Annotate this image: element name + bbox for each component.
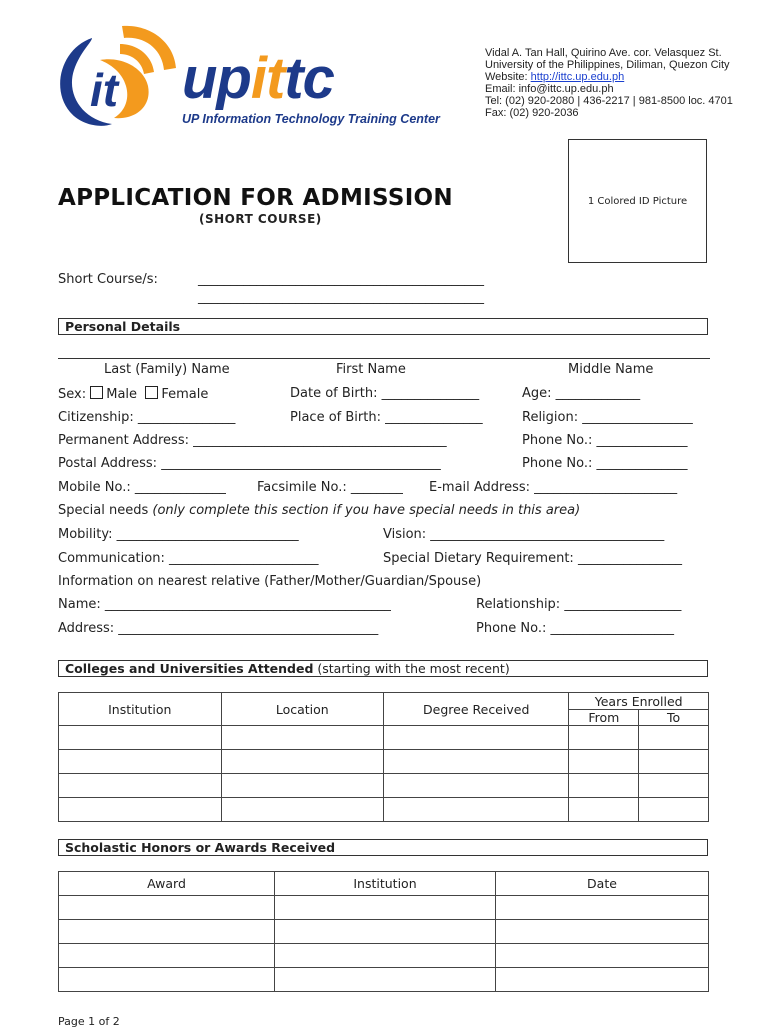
logo-prefix: up	[182, 46, 251, 111]
cell[interactable]	[384, 774, 569, 798]
dietary-field[interactable]: Special Dietary Requirement: ________________	[383, 551, 682, 566]
personal-details-header	[58, 318, 708, 335]
cell[interactable]	[59, 726, 222, 750]
cell[interactable]	[275, 920, 496, 944]
cell[interactable]	[496, 896, 709, 920]
phone-field-2[interactable]: Phone No.: ______________	[522, 456, 688, 471]
special-needs-label: Special needs	[58, 503, 153, 518]
fax-field[interactable]: Facsimile No.: ________	[257, 480, 403, 495]
date-header: Date	[496, 872, 709, 896]
relative-heading: Information on nearest relative (Father/Mother/Guardian/Spouse)	[58, 574, 482, 589]
cell[interactable]	[496, 920, 709, 944]
citizenship-field[interactable]: Citizenship: _______________	[58, 410, 236, 425]
short-course-line-1[interactable]: ____________________________________________	[198, 272, 484, 287]
cell[interactable]	[639, 726, 709, 750]
col-to-header: To	[639, 710, 709, 726]
address-line-1: Vidal A. Tan Hall, Quirino Ave. cor. Velasquez St.	[485, 47, 722, 59]
postal-address-field[interactable]: Postal Address: ___________________________________________	[58, 456, 441, 471]
table-row	[59, 726, 709, 750]
cell[interactable]	[59, 750, 222, 774]
male-checkbox[interactable]	[90, 386, 103, 399]
form-title: APPLICATION FOR ADMISSION	[58, 185, 453, 211]
short-course-line-2[interactable]: ____________________________________________	[198, 290, 484, 305]
colleges-header	[58, 660, 708, 677]
table-row	[59, 750, 709, 774]
last-name-label: Last (Family) Name	[104, 362, 230, 377]
relative-address-field[interactable]: Address: ________________________________________	[58, 621, 379, 636]
relative-phone-field[interactable]: Phone No.: ___________________	[476, 621, 674, 636]
table-row	[59, 944, 709, 968]
page-number: Page 1 of 2	[58, 1015, 120, 1028]
special-needs-note: (only complete this section if you have special needs in this area)	[152, 503, 581, 518]
cell[interactable]	[275, 896, 496, 920]
cell[interactable]	[221, 750, 383, 774]
colleges-note: (starting with the most recent)	[313, 661, 510, 676]
cell[interactable]	[59, 798, 222, 822]
cell[interactable]	[384, 726, 569, 750]
honors-table	[58, 871, 709, 992]
itc-logo	[52, 20, 182, 130]
personal-details-title: Personal Details	[65, 319, 181, 334]
sex-label: Sex:	[58, 387, 87, 402]
email-field[interactable]: E-mail Address: ______________________	[429, 480, 678, 495]
mobility-field[interactable]: Mobility: ____________________________	[58, 527, 299, 542]
age-field[interactable]: Age: _____________	[522, 386, 641, 401]
short-course-label: Short Course/s:	[58, 272, 158, 287]
cell[interactable]	[569, 726, 639, 750]
cell[interactable]	[384, 798, 569, 822]
cell[interactable]	[275, 944, 496, 968]
website-line	[485, 71, 733, 83]
cell[interactable]	[59, 968, 275, 992]
cell[interactable]	[384, 750, 569, 774]
logo-suffix: tc	[284, 46, 334, 111]
cell[interactable]	[221, 798, 383, 822]
col-location-header: Location	[221, 693, 383, 726]
cell[interactable]	[59, 944, 275, 968]
photo-label: 1 Colored ID Picture	[587, 195, 688, 207]
cell[interactable]	[639, 750, 709, 774]
cell[interactable]	[221, 726, 383, 750]
middle-name-label: Middle Name	[568, 362, 654, 377]
communication-field[interactable]: Communication: _______________________	[58, 551, 319, 566]
cell[interactable]	[221, 774, 383, 798]
vision-field[interactable]: Vision: ____________________________________	[383, 527, 665, 542]
name-line[interactable]	[58, 358, 710, 359]
col-degree-header: Degree Received	[384, 693, 569, 726]
sex-field	[58, 386, 208, 402]
cell[interactable]	[496, 968, 709, 992]
honors-title: Scholastic Honors or Awards Received	[65, 840, 336, 855]
address-line-2: University of the Philippines, Diliman, Quezon City	[485, 59, 730, 71]
cell[interactable]	[275, 968, 496, 992]
website-link[interactable]: http://ittc.up.edu.ph	[530, 71, 625, 83]
mobile-field[interactable]: Mobile No.: ______________	[58, 480, 226, 495]
special-needs-heading	[58, 503, 580, 518]
first-name-label: First Name	[336, 362, 406, 377]
pob-field[interactable]: Place of Birth: _______________	[290, 410, 483, 425]
colleges-title: Colleges and Universities Attended	[65, 661, 314, 676]
form-subtitle: (SHORT COURSE)	[199, 212, 322, 226]
cell[interactable]	[59, 920, 275, 944]
contact-block	[485, 47, 733, 119]
honors-header	[58, 839, 708, 856]
cell[interactable]	[569, 750, 639, 774]
permanent-address-field[interactable]: Permanent Address: _______________________________________	[58, 433, 447, 448]
email-line: Email: info@ittc.up.edu.ph	[485, 83, 614, 95]
cell[interactable]	[569, 798, 639, 822]
relative-name-field[interactable]: Name: ____________________________________________	[58, 597, 391, 612]
male-label: Male	[106, 387, 138, 402]
photo-box[interactable]	[568, 139, 707, 263]
fax-line: Fax: (02) 920-2036	[485, 107, 579, 119]
cell[interactable]	[639, 798, 709, 822]
cell[interactable]	[569, 774, 639, 798]
cell[interactable]	[59, 774, 222, 798]
table-row	[59, 968, 709, 992]
phone-field-1[interactable]: Phone No.: ______________	[522, 433, 688, 448]
cell[interactable]	[496, 944, 709, 968]
female-label: Female	[161, 387, 209, 402]
tel-line: Tel: (02) 920-2080 | 436-2217 | 981-8500 loc. 4701	[485, 95, 733, 107]
logo-accent: it	[250, 46, 285, 111]
religion-field[interactable]: Religion: _________________	[522, 410, 693, 425]
logo-monogram: it	[90, 64, 119, 116]
colleges-table	[58, 692, 709, 822]
logo-wordmark	[182, 45, 334, 112]
website-label: Website:	[485, 71, 531, 83]
col-from-header: From	[569, 710, 639, 726]
logo-tagline: UP Information Technology Training Center	[182, 112, 440, 126]
table-row	[59, 774, 709, 798]
relationship-field[interactable]: Relationship: __________________	[476, 597, 682, 612]
table-row	[59, 920, 709, 944]
cell[interactable]	[639, 774, 709, 798]
award-header: Award	[59, 872, 275, 896]
col-institution-header: Institution	[59, 693, 222, 726]
female-checkbox[interactable]	[145, 386, 158, 399]
institution-header: Institution	[275, 872, 496, 896]
cell[interactable]	[59, 896, 275, 920]
dob-field[interactable]: Date of Birth: _______________	[290, 386, 480, 401]
table-row	[59, 896, 709, 920]
col-years-header: Years Enrolled	[569, 693, 709, 710]
table-row	[59, 798, 709, 822]
